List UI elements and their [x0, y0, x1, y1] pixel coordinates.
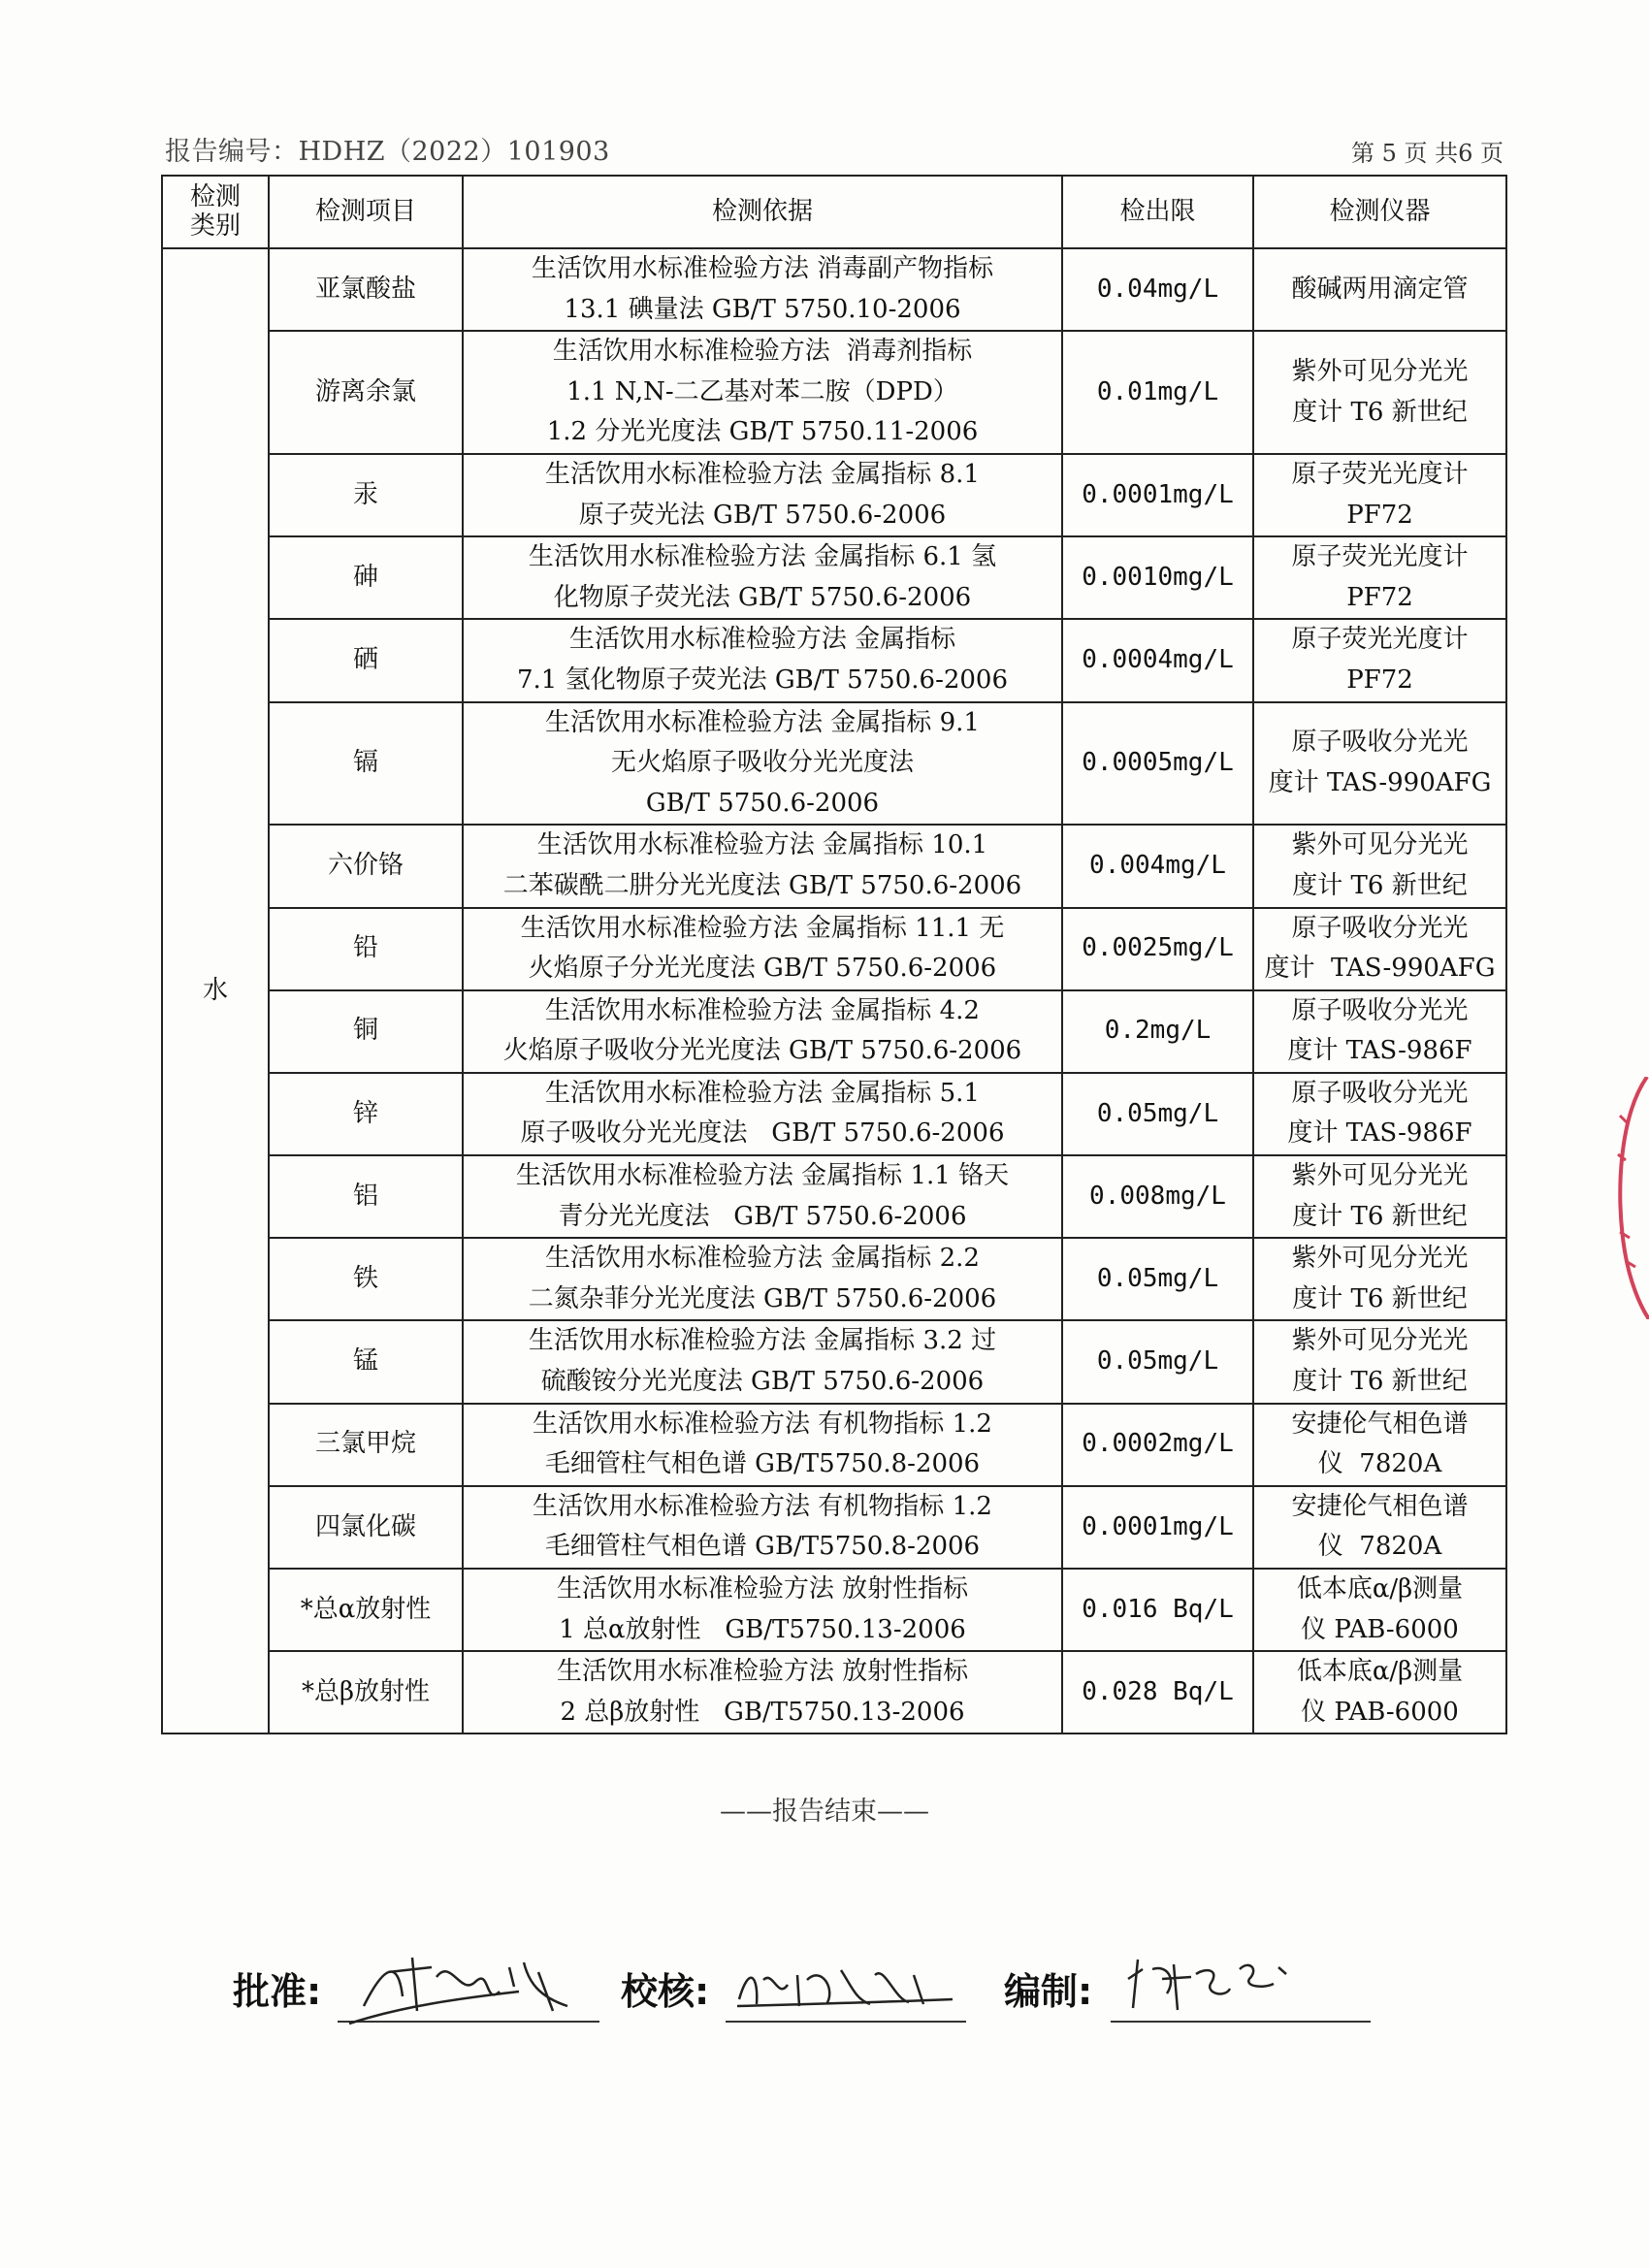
item-cell: 铅	[269, 908, 463, 990]
instrument-cell	[1253, 990, 1506, 1073]
instrument-line: 仪 7820A	[1317, 1449, 1442, 1479]
instrument-line: 仪 PAB-6000	[1301, 1614, 1459, 1644]
review-signature	[729, 1946, 972, 2024]
instrument-cell	[1253, 908, 1506, 990]
instrument-line: 度计 TAS-986F	[1287, 1036, 1472, 1066]
basis-cell	[463, 536, 1062, 619]
limit-cell: 0.016 Bq/L	[1062, 1569, 1253, 1651]
basis-cell	[463, 1486, 1062, 1569]
basis-cell	[463, 702, 1062, 826]
instrument-line: 原子荧光光度计	[1291, 625, 1469, 655]
limit-cell: 0.0001mg/L	[1062, 454, 1253, 536]
basis-cell	[463, 619, 1062, 701]
instrument-line: PF72	[1346, 664, 1413, 695]
table-row	[162, 990, 1506, 1073]
limit-cell: 0.004mg/L	[1062, 825, 1253, 907]
basis-line: 2 总β放射性 GB/T5750.13-2006	[560, 1697, 965, 1727]
table-row	[162, 1569, 1506, 1651]
item-cell: 锰	[269, 1320, 463, 1403]
instrument-cell	[1253, 825, 1506, 907]
basis-line: 生活饮用水标准检验方法 放射性指标	[556, 1574, 969, 1604]
basis-line: 生活饮用水标准检验方法 有机物指标 1.2	[533, 1491, 992, 1521]
basis-line: 生活饮用水标准检验方法 金属指标 11.1 无	[520, 913, 1005, 943]
item-cell: 四氯化碳	[269, 1486, 463, 1569]
table-row	[162, 248, 1506, 331]
table-row	[162, 1320, 1506, 1403]
basis-line: 二氮杂菲分光光度法 GB/T 5750.6-2006	[528, 1283, 997, 1313]
item-cell: 镉	[269, 702, 463, 826]
instrument-cell	[1253, 1486, 1506, 1569]
basis-line: 生活饮用水标准检验方法 金属指标 2.2	[545, 1244, 980, 1274]
basis-cell	[463, 990, 1062, 1073]
instrument-cell	[1253, 536, 1506, 619]
item-cell: 铝	[269, 1155, 463, 1238]
basis-line: 7.1 氢化物原子荧光法 GB/T 5750.6-2006	[516, 664, 1009, 695]
basis-cell	[463, 454, 1062, 536]
header-limit: 检出限	[1062, 176, 1253, 248]
instrument-line: 紫外可见分光光	[1291, 1326, 1469, 1356]
basis-line: 1.2 分光光度法 GB/T 5750.11-2006	[546, 417, 979, 447]
prepare-signature	[1114, 1940, 1337, 2023]
limit-cell: 0.05mg/L	[1062, 1073, 1253, 1155]
basis-line: 青分光光度法 GB/T 5750.6-2006	[558, 1201, 967, 1231]
basis-cell	[463, 1155, 1062, 1238]
item-cell: 锌	[269, 1073, 463, 1155]
item-cell: *总α放射性	[269, 1569, 463, 1651]
basis-line: 生活饮用水标准检验方法 有机物指标 1.2	[533, 1409, 992, 1439]
instrument-line: 原子吸收分光光	[1291, 728, 1469, 758]
item-cell: 硒	[269, 619, 463, 701]
limit-cell: 0.05mg/L	[1062, 1320, 1253, 1403]
basis-cell	[463, 1651, 1062, 1733]
basis-line: 生活饮用水标准检验方法 放射性指标	[556, 1657, 969, 1687]
instrument-line: 酸碱两用滴定管	[1291, 274, 1469, 304]
basis-line: GB/T 5750.6-2006	[645, 788, 880, 818]
approve-label: 批准:	[233, 1970, 322, 2013]
table-row	[162, 1404, 1506, 1486]
instrument-line: 度计 TAS-986F	[1287, 1118, 1472, 1149]
item-cell: 汞	[269, 454, 463, 536]
limit-cell: 0.0010mg/L	[1062, 536, 1253, 619]
instrument-line: 度计 T6 新世纪	[1292, 397, 1468, 427]
instrument-line: PF72	[1346, 582, 1413, 612]
limit-cell: 0.0025mg/L	[1062, 908, 1253, 990]
page-info: 第 5 页 共6 页	[1350, 140, 1504, 167]
table-row	[162, 619, 1506, 701]
instrument-line: 度计 T6 新世纪	[1292, 1367, 1468, 1397]
basis-line: 二苯碳酰二肼分光光度法 GB/T 5750.6-2006	[502, 870, 1022, 900]
basis-line: 生活饮用水标准检验方法 金属指标 9.1	[545, 707, 980, 737]
basis-line: 生活饮用水标准检验方法 金属指标	[568, 625, 956, 655]
item-cell: 游离余氯	[269, 331, 463, 454]
basis-line: 毛细管柱气相色谱 GB/T5750.8-2006	[544, 1532, 981, 1562]
approve-signature	[344, 1938, 597, 2030]
instrument-line: 原子荧光光度计	[1291, 459, 1469, 489]
instrument-line: 原子荧光光度计	[1291, 542, 1469, 572]
basis-cell	[463, 1073, 1062, 1155]
instrument-line: 度计 TAS-990AFG	[1268, 767, 1492, 797]
instrument-line: 度计 T6 新世纪	[1292, 1283, 1468, 1313]
instrument-line: 度计 TAS-990AFG	[1264, 954, 1496, 984]
basis-line: 生活饮用水标准检验方法 消毒剂指标	[552, 337, 973, 367]
limit-cell: 0.028 Bq/L	[1062, 1651, 1253, 1733]
report-end: ——报告结束——	[720, 1797, 929, 1827]
basis-line: 1.1 N,N-二乙基对苯二胺（DPD）	[566, 376, 958, 406]
item-cell: *总β放射性	[269, 1651, 463, 1733]
basis-line: 生活饮用水标准检验方法 金属指标 10.1	[536, 830, 988, 860]
instrument-cell	[1253, 1404, 1506, 1486]
table-row	[162, 1073, 1506, 1155]
limit-cell: 0.008mg/L	[1062, 1155, 1253, 1238]
limit-cell: 0.0005mg/L	[1062, 702, 1253, 826]
prepare-label: 编制:	[1004, 1970, 1093, 2013]
basis-cell	[463, 825, 1062, 907]
header-basis: 检测依据	[463, 176, 1062, 248]
table-row	[162, 702, 1506, 826]
basis-cell	[463, 331, 1062, 454]
header-item: 检测项目	[269, 176, 463, 248]
instrument-cell	[1253, 1569, 1506, 1651]
category-cell: 水	[162, 248, 269, 1733]
report-number: 报告编号：HDHZ（2022）101903	[165, 137, 610, 167]
table-header-row	[162, 176, 1506, 248]
instrument-line: 安捷伦气相色谱	[1291, 1491, 1469, 1521]
basis-line: 生活饮用水标准检验方法 金属指标 5.1	[545, 1078, 980, 1108]
limit-cell: 0.2mg/L	[1062, 990, 1253, 1073]
instrument-cell	[1253, 454, 1506, 536]
instrument-line: 安捷伦气相色谱	[1291, 1409, 1469, 1439]
basis-line: 生活饮用水标准检验方法 金属指标 6.1 氢	[528, 542, 997, 572]
limit-cell: 0.01mg/L	[1062, 331, 1253, 454]
instrument-cell	[1253, 619, 1506, 701]
limit-cell: 0.0001mg/L	[1062, 1486, 1253, 1569]
instrument-cell	[1253, 331, 1506, 454]
table-row	[162, 331, 1506, 454]
instrument-cell	[1253, 1320, 1506, 1403]
instrument-line: 原子吸收分光光	[1291, 995, 1469, 1025]
review-label: 校核:	[621, 1970, 710, 2013]
test-table	[161, 175, 1507, 1734]
item-cell: 三氯甲烷	[269, 1404, 463, 1486]
basis-cell	[463, 1404, 1062, 1486]
limit-cell: 0.04mg/L	[1062, 248, 1253, 331]
basis-cell	[463, 908, 1062, 990]
instrument-line: 低本底α/β测量	[1296, 1657, 1464, 1687]
instrument-line: 低本底α/β测量	[1296, 1574, 1464, 1604]
basis-line: 火焰原子吸收分光光度法 GB/T 5750.6-2006	[502, 1036, 1022, 1066]
basis-line: 生活饮用水标准检验方法 金属指标 3.2 过	[528, 1326, 997, 1356]
instrument-line: PF72	[1346, 500, 1413, 530]
basis-line: 火焰原子分光光度法 GB/T 5750.6-2006	[528, 954, 997, 984]
basis-line: 1 总α放射性 GB/T5750.13-2006	[559, 1614, 966, 1644]
basis-line: 生活饮用水标准检验方法 消毒副产物指标	[531, 254, 994, 283]
table-row	[162, 1651, 1506, 1733]
instrument-cell	[1253, 1651, 1506, 1733]
instrument-line: 紫外可见分光光	[1291, 1244, 1469, 1274]
basis-line: 无火焰原子吸收分光光度法	[610, 748, 914, 778]
instrument-cell	[1253, 1073, 1506, 1155]
table-row	[162, 908, 1506, 990]
limit-cell: 0.05mg/L	[1062, 1238, 1253, 1320]
basis-cell	[463, 248, 1062, 331]
basis-line: 13.1 碘量法 GB/T 5750.10-2006	[564, 294, 961, 324]
instrument-cell	[1253, 1155, 1506, 1238]
table-row	[162, 1486, 1506, 1569]
instrument-line: 仪 PAB-6000	[1301, 1697, 1459, 1727]
red-seal-edge	[1591, 1077, 1649, 1319]
basis-line: 生活饮用水标准检验方法 金属指标 1.1 铬天	[515, 1161, 1010, 1191]
instrument-line: 原子吸收分光光	[1291, 1078, 1469, 1108]
instrument-line: 紫外可见分光光	[1291, 1161, 1469, 1191]
item-cell: 铁	[269, 1238, 463, 1320]
limit-cell: 0.0004mg/L	[1062, 619, 1253, 701]
item-cell: 砷	[269, 536, 463, 619]
instrument-line: 度计 T6 新世纪	[1292, 1201, 1468, 1231]
header-instrument: 检测仪器	[1253, 176, 1506, 248]
table-row	[162, 1238, 1506, 1320]
instrument-cell	[1253, 248, 1506, 331]
basis-line: 化物原子荧光法 GB/T 5750.6-2006	[553, 582, 972, 612]
basis-cell	[463, 1238, 1062, 1320]
table-row	[162, 454, 1506, 536]
basis-line: 生活饮用水标准检验方法 金属指标 4.2	[545, 995, 980, 1025]
basis-cell	[463, 1320, 1062, 1403]
basis-line: 原子荧光法 GB/T 5750.6-2006	[578, 500, 947, 530]
item-cell: 亚氯酸盐	[269, 248, 463, 331]
basis-line: 毛细管柱气相色谱 GB/T5750.8-2006	[544, 1449, 981, 1479]
instrument-cell	[1253, 702, 1506, 826]
instrument-line: 紫外可见分光光	[1291, 356, 1469, 386]
instrument-cell	[1253, 1238, 1506, 1320]
item-cell: 铜	[269, 990, 463, 1073]
instrument-line: 仪 7820A	[1317, 1532, 1442, 1562]
table-row	[162, 1155, 1506, 1238]
item-cell: 六价铬	[269, 825, 463, 907]
table-row	[162, 536, 1506, 619]
basis-cell	[463, 1569, 1062, 1651]
instrument-line: 紫外可见分光光	[1291, 830, 1469, 860]
instrument-line: 度计 T6 新世纪	[1292, 870, 1468, 900]
basis-line: 生活饮用水标准检验方法 金属指标 8.1	[545, 459, 980, 489]
basis-line: 硫酸铵分光光度法 GB/T 5750.6-2006	[540, 1367, 985, 1397]
basis-line: 原子吸收分光光度法 GB/T 5750.6-2006	[520, 1118, 1005, 1149]
instrument-line: 原子吸收分光光	[1291, 913, 1469, 943]
header-category: 检测 类别	[162, 176, 269, 248]
table-row	[162, 825, 1506, 907]
limit-cell: 0.0002mg/L	[1062, 1404, 1253, 1486]
